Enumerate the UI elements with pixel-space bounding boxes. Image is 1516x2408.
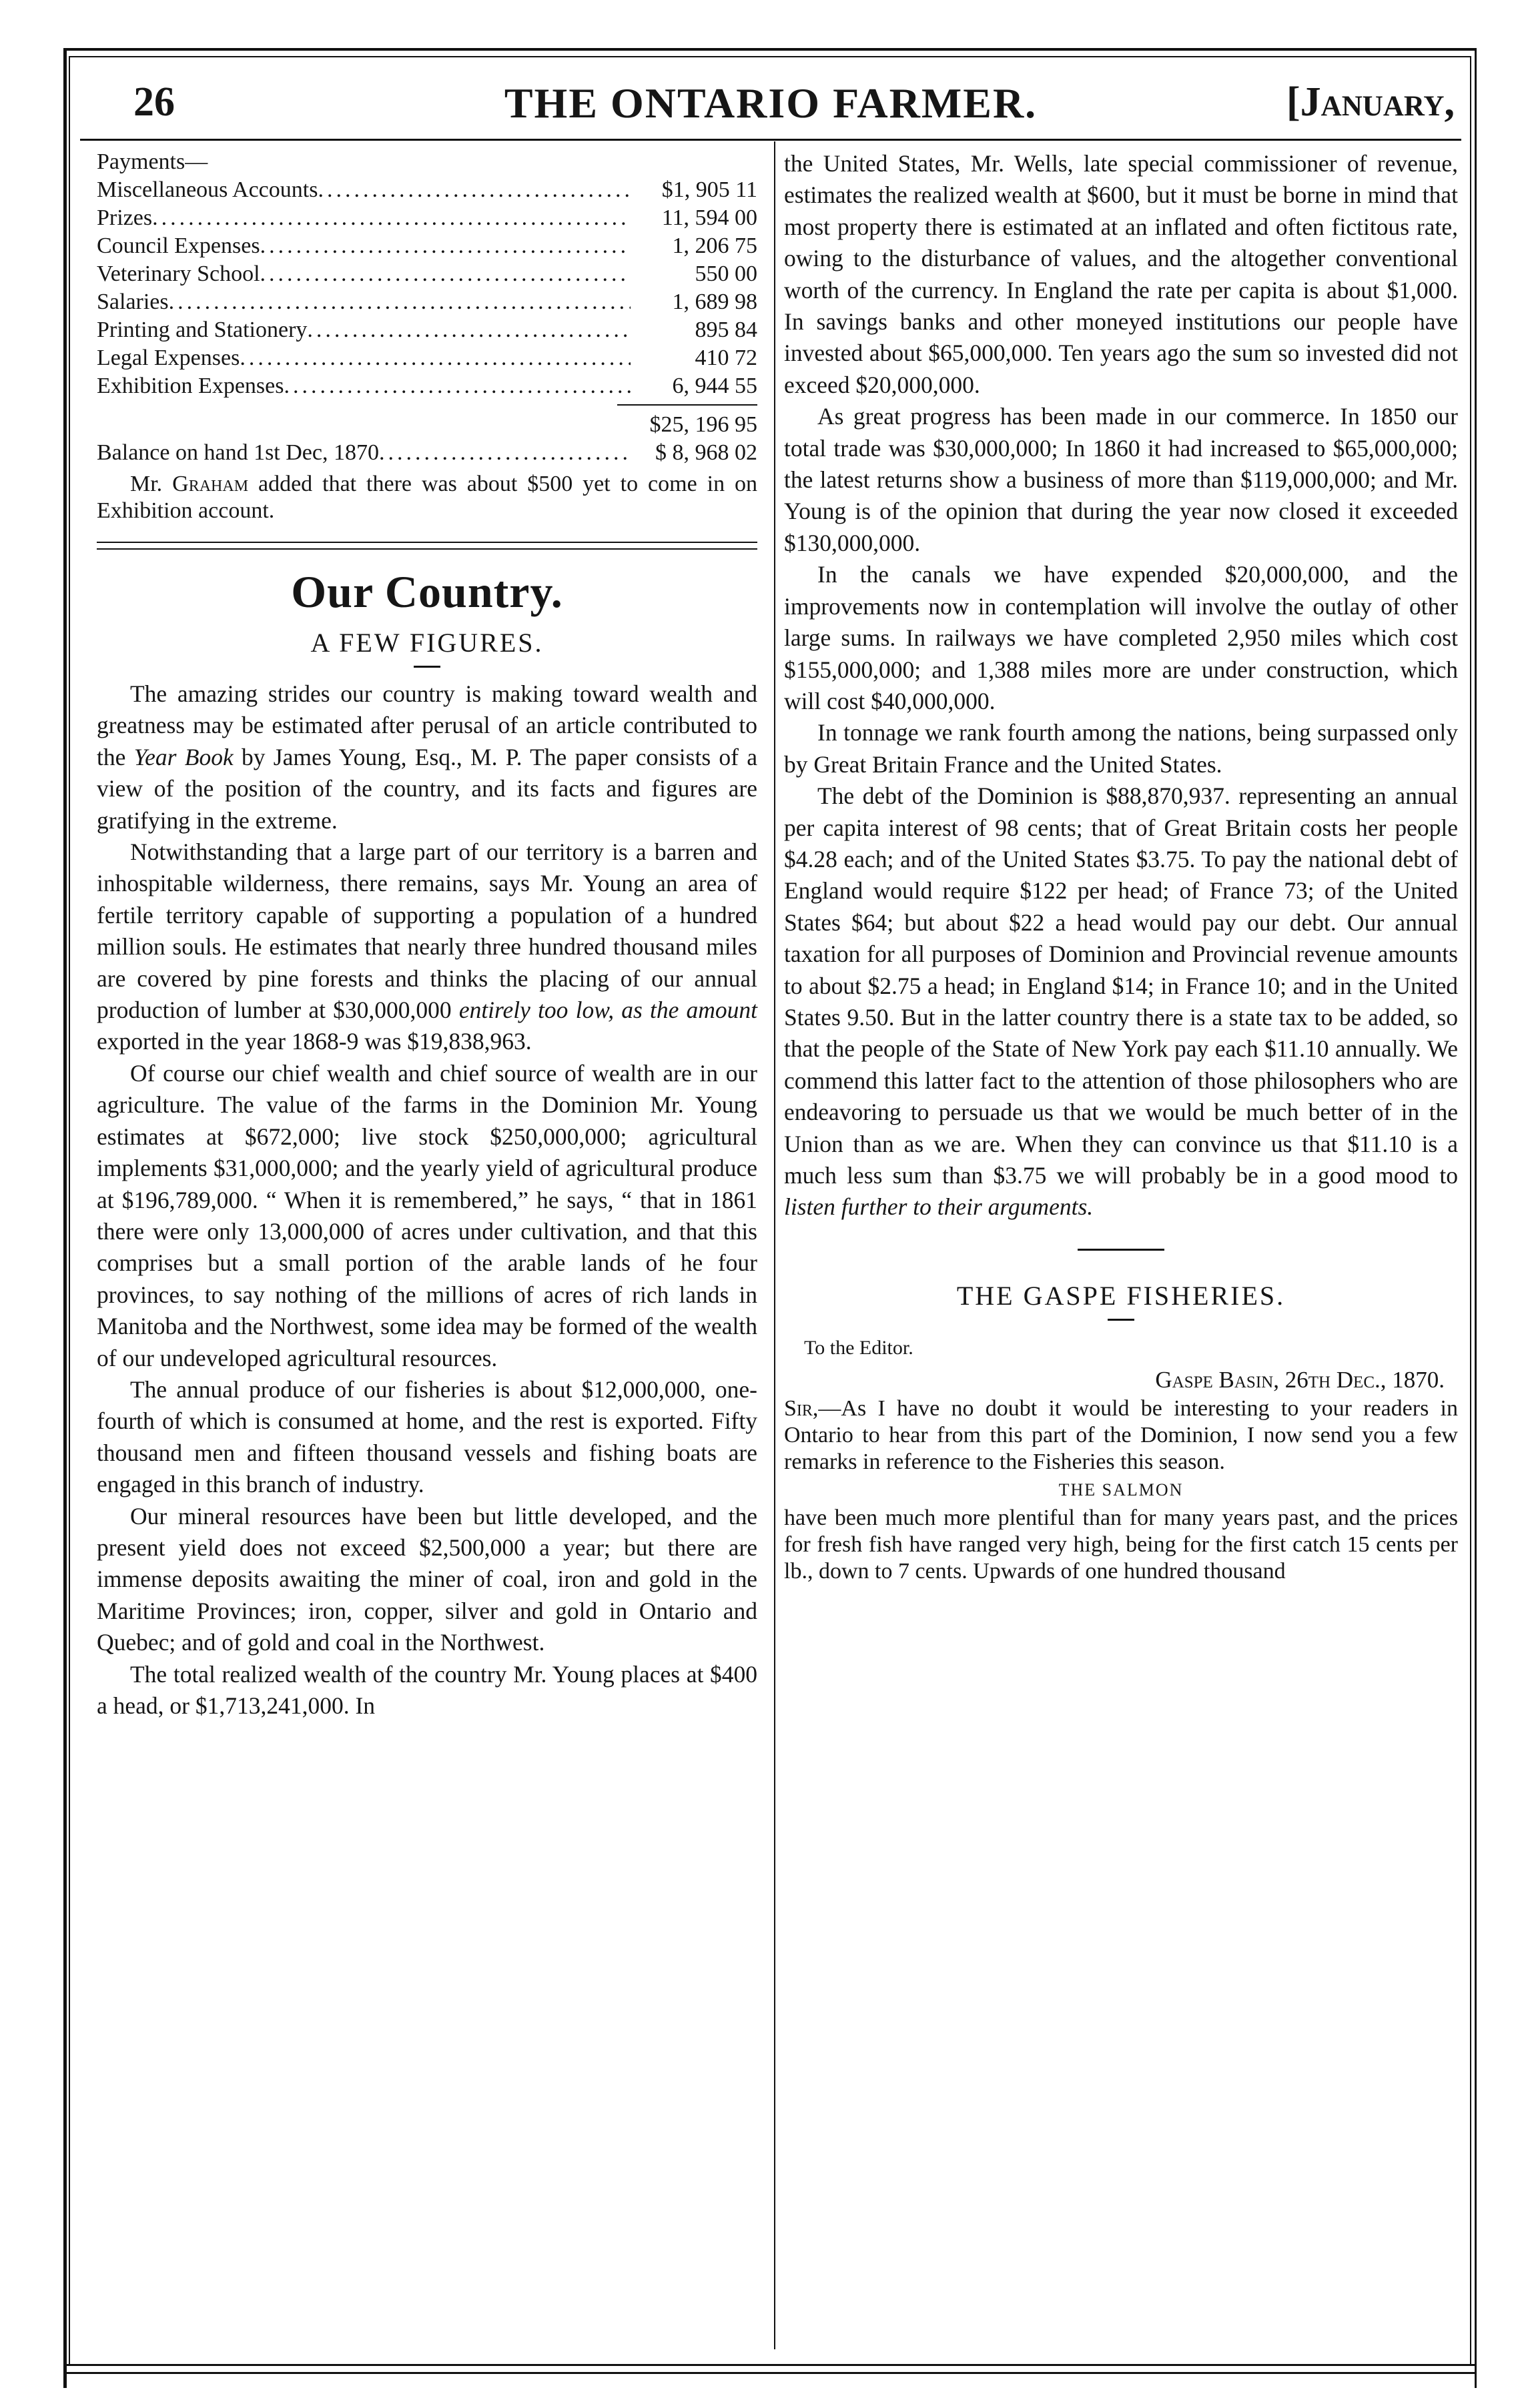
sum-rule [617, 404, 757, 406]
letter-paragraph: have been much more plentiful than for many years past, and the prices for fresh fish have ranged very high, being for the first catch 15 cents per lb., down to 7 cents. Upwards of one hundred thousand [784, 1505, 1458, 1584]
payment-amount: 410 72 [695, 346, 757, 370]
frame-top-rule [63, 48, 1477, 51]
article-paragraph: As great progress has been made in our commerce. In 1850 our total trade was $30,000,000; In 1860 it had increased to $65,000,000; the latest returns show a business of more than $119,000,000; and Mr. Young is of the opinion that during the year now closed it exceeded $130,000,000. [784, 403, 1458, 556]
balance-row [97, 439, 757, 467]
page-number: 26 [133, 79, 175, 125]
left-column [97, 148, 757, 1722]
payment-amount: 550 00 [695, 261, 757, 286]
article-paragraph: Our mineral resources have been but little developed, and the present yield does not exceed $2,500,000 a year; but there are immense deposits awaiting the miner of coal, iron and gold in the Maritime Provinces; iron, copper, silver and gold in Ontario and Quebec; and of gold and coal in the Northwest. [97, 1502, 757, 1656]
payment-amount: 1, 689 98 [672, 289, 757, 314]
section-double-rule [97, 542, 757, 550]
gaspe-title: THE GASPE FISHERIES. [956, 1280, 1286, 1311]
leader-dots [152, 204, 631, 232]
article-paragraph: In tonnage we rank fourth among the nations, being surpassed only by Great Britain France and the United States. [784, 719, 1458, 778]
payments-heading: Payments— [97, 149, 208, 174]
salmon-heading: THE SALMON [1058, 1479, 1184, 1499]
graham-note: Mr. Graham added that there was about $500 yet to come in on Exhibition account. [97, 472, 758, 523]
payment-amount: 11, 594 00 [661, 205, 757, 230]
frame-inner-left-rule [69, 56, 70, 2364]
journal-title: THE ONTARIO FARMER. [504, 79, 1038, 127]
payment-amount: 1, 206 75 [672, 233, 757, 258]
frame-top-inner-rule [69, 56, 1471, 57]
running-header [80, 79, 1461, 139]
payment-amount: 6, 944 55 [672, 374, 757, 398]
article-paragraph: The total realized wealth of the country Mr. Young places at $400 a head, or $1,713,241,000. In [97, 1660, 757, 1719]
leader-dots [284, 372, 631, 400]
leader-dots [260, 260, 631, 288]
payment-row [97, 316, 757, 344]
article-paragraph: The debt of the Dominion is $88,870,937. representing an annual per capita interest of 98 cents; that of Great Britain costs her people $4.28 each; and of the United States $3.75. To pay the national debt of England would require $122 per head; of France 73; of the United States $64; but about $22 a head would pay our debt. Our annual taxation for all purposes of Dominion and Provincial revenue amounts to about $2.75 a head; in England $14; in France 10; and in the United States 9.50. But in the latter country there is a state tax to be added, so that the people of the State of New York pay each $11.10 annually. We commend this latter fact to the attention of those philosophers who are endeavoring to persuade us that we would be much better of in the Union than as we are. When they can convince us that $11.10 is a much less sum than $3.75 we will probably be in a good mood to listen further to their arguments. [784, 782, 1458, 1221]
article-separator [1078, 1249, 1164, 1251]
article-paragraph: Of course our chief wealth and chief source of wealth are in our agriculture. The value of the farms in the Dominion Mr. Young estimates at $672,000; live stock $250,000,000; agricultural implements $31,000,000; and the yearly yield of agricultural produce at $196,789,000. “ When it is remembered,” he says, “ that in 1861 there were only 13,000,000 of acres under cultivation, and that this comprises but a small portion of the arable lands of he four provinces, to say nothing of the millions of acres of rich lands in Manitoba and the Northwest, some idea may be formed of the wealth of our undeveloped agricultural resources. [97, 1059, 757, 1371]
frame-bottom-outer-rule [63, 2372, 1477, 2374]
payment-row [97, 204, 757, 232]
payment-row [97, 232, 757, 260]
salutation: Sir, [784, 1395, 819, 1421]
payment-row [97, 344, 757, 372]
article-paragraph: In the canals we have expended $20,000,000, and the improvements now in contemplation will involve the outlay of other large sums. In railways we have completed 2,950 miles which cost $155,000,000; and 1,388 miles more are under construction, which will cost $40,000,000. [784, 561, 1458, 714]
leader-dots [240, 344, 631, 372]
leader-dots [169, 288, 631, 316]
leader-dots [318, 176, 631, 204]
title-dash [414, 666, 440, 668]
article-paragraph: the United States, Mr. Wells, late special commissioner of revenue, estimates the realized wealth at $600, but it must be borne in mind that most property there is estimated at an inflated and often fictitous rate, owing to the disturbance of values, and the altogether conventional worth of the currency. In England the rate per capita is about $1,000. In savings banks and other moneyed institutions our people have invested about $65,000,000. Ten years ago the sum so invested did not exceed $20,000,000. [784, 150, 1458, 398]
payments-total: $25, 196 95 [649, 412, 757, 437]
payment-label: Legal Expenses [97, 346, 240, 370]
payment-label: Salaries [97, 289, 169, 314]
letter-dateline: Gaspe Basin, 26th Dec., 1870. [1155, 1366, 1445, 1393]
letter-body [784, 1395, 1458, 1585]
leader-dots [379, 439, 631, 467]
payments-total-row [97, 411, 757, 439]
payment-amount: $1, 905 11 [661, 177, 757, 202]
frame-inner-right-rule [1470, 56, 1471, 2364]
payment-label: Exhibition Expenses [97, 374, 284, 398]
section-title: Our Country. [291, 566, 563, 617]
payment-row [97, 372, 757, 400]
payment-row [97, 176, 757, 204]
year-book-title: Year Book [133, 743, 234, 770]
payments-list [97, 176, 757, 400]
title-dash [1108, 1319, 1134, 1321]
graham-name: Graham [172, 472, 249, 496]
article-paragraph: The amazing strides our country is making toward wealth and greatness may be estimated after perusal of an article contributed to the Year Book by James Young, Esq., M. P. The paper consists of a view of the position of the country, and its facts and figures are gratifying in the extreme. [97, 680, 758, 834]
payment-label: Council Expenses [97, 233, 260, 258]
payment-label: Veterinary School [97, 261, 260, 286]
article-title: A FEW FIGURES. [310, 628, 544, 658]
article-paragraph: The annual produce of our fisheries is about $12,000,000, one-fourth of which is consumed at home, and the rest is exported. Fifty thousand men and fifteen thousand vessels and fishing boats are engaged in this branch of industry. [97, 1375, 757, 1498]
payment-row [97, 260, 757, 288]
article-paragraph: Notwithstanding that a large part of our territory is a barren and inhospitable wilderness, there remains, says Mr. Young an area of fertile territory capable of supporting a population of a hundred million souls. He estimates that nearly three hundred thousand miles are covered by pine forests and thinks the placing of our annual production of lumber at $30,000,000 entirely too low, as the amount exported in the year 1868-9 was $19,838,963. [97, 838, 757, 1055]
leader-dots [260, 232, 631, 260]
header-rule [80, 139, 1461, 141]
frame-bottom-rule [63, 2364, 1477, 2366]
column-divider [774, 141, 775, 2349]
payment-label: Prizes [97, 205, 153, 230]
letter-paragraph: Sir,—As I have no doubt it would be interesting to your readers in Ontario to hear from this part of the Dominion, I now send you a few remarks in reference to the Fisheries this season. [784, 1395, 1458, 1474]
balance-amount: $ 8, 968 02 [655, 440, 757, 465]
to-the-editor: To the Editor. [804, 1336, 913, 1359]
balance-label: Balance on hand 1st Dec, 1870 [97, 440, 379, 465]
leader-dots [307, 316, 631, 344]
right-column [784, 148, 1458, 1585]
payment-label: Printing and Stationery [97, 318, 308, 342]
payment-row [97, 288, 757, 316]
payment-label: Miscellaneous Accounts [97, 177, 318, 202]
payment-amount: 895 84 [695, 318, 757, 342]
issue-label: [January, [1286, 79, 1455, 125]
